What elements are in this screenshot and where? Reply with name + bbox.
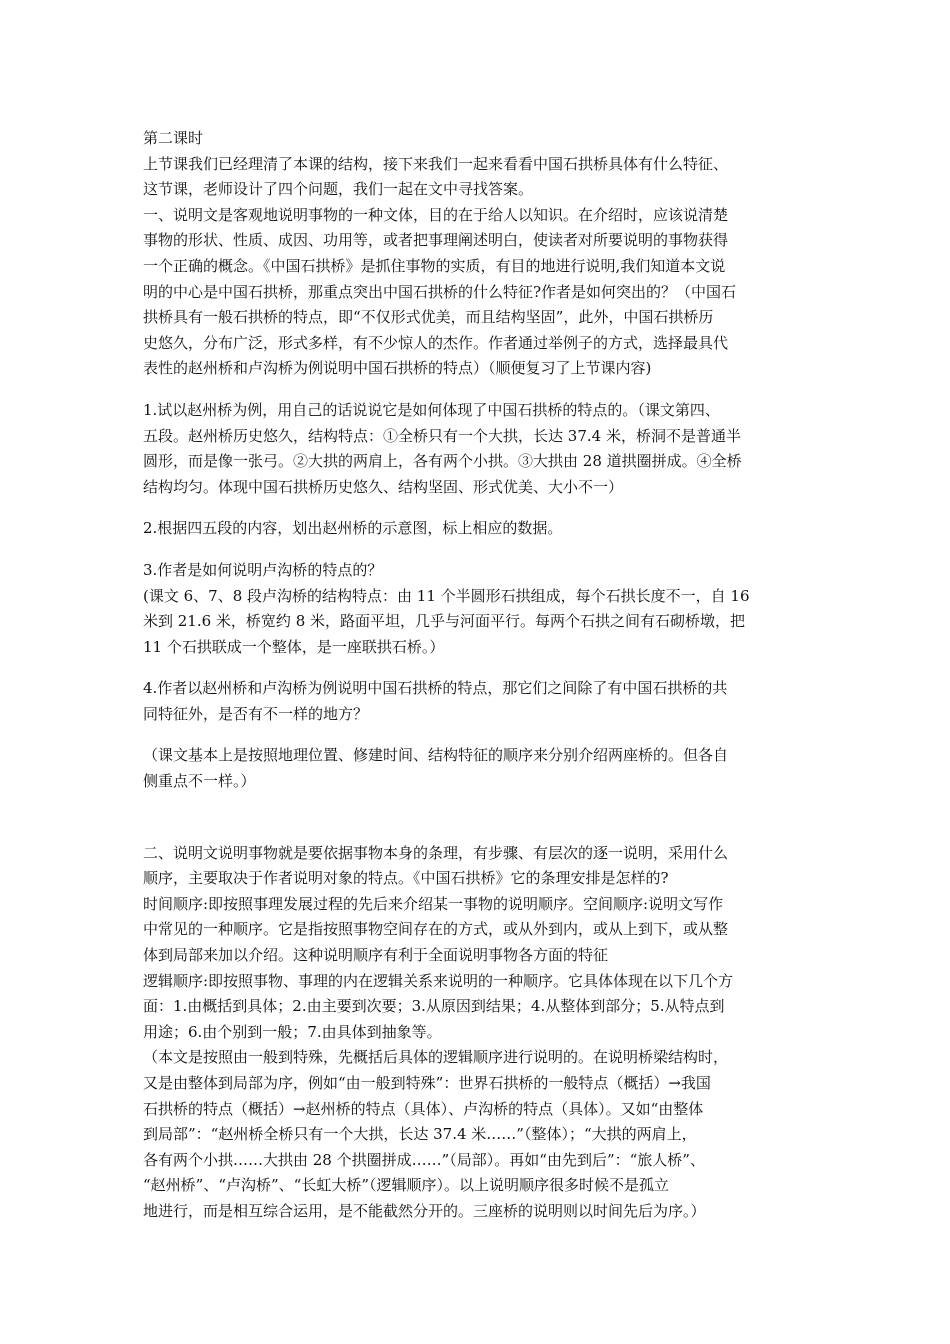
question-one (143, 398, 815, 500)
lesson-title-text: 第二课时 (143, 129, 204, 147)
paragraph-spacer (143, 542, 815, 558)
text-line: 事物的形状、性质、成因、功用等，或者把事理阐述明白，使读者对所要说明的事物获得 (143, 231, 729, 250)
paragraph-spacer (143, 727, 815, 743)
text-line: 米到 21.6 米，桥宽约 8 米，路面平坦，几乎与河面平行。每两个石拱之间有石砌桥墩，把 (143, 612, 746, 631)
text-line: 明的中心是中国石拱桥，那重点突出中国石拱桥的什么特征?作者是如何突出的？（中国石 (143, 282, 737, 301)
text-line: 上节课我们已经理清了本课的结构，接下来我们一起来看看中国石拱桥具体有什么特征、 (143, 154, 729, 173)
text-line: 2.根据四五段的内容，划出赵州桥的示意图，标上相应的数据。 (143, 519, 563, 538)
text-line: “赵州桥”、“卢沟桥”、“长虹大桥”（逻辑顺序）。以上说明顺序很多时候不是孤立 (143, 1176, 670, 1195)
text-line: 体到局部来加以介绍。这种说明顺序有利于全面说明事物各方面的特征 (143, 946, 609, 965)
section-one-paragraph (143, 203, 815, 382)
text-line: 时间顺序:即按照事理发展过程的先后来介绍某一事物的说明顺序。空间顺序:说明文写作 (143, 894, 724, 913)
document-page (143, 126, 815, 1225)
question-four-answer (143, 743, 815, 794)
text-line: 一个正确的概念。《中国石拱桥》是抓住事物的实质，有目的地进行说明,我们知道本文说 (143, 256, 726, 275)
question-three (143, 558, 815, 660)
text-line: 地进行，而是相互综合运用，是不能截然分开的。三座桥的说明则以时间先后为序。） (143, 1201, 706, 1220)
paragraph-spacer (143, 660, 815, 676)
text-line: 各有两个小拱……大拱由 28 个拱圈拼成……”（局部）。再如“由先到后”：“旅人桥”、 (143, 1150, 705, 1169)
section-two-paragraph (143, 841, 815, 1225)
text-line: （课文基本上是按照地理位置、修建时间、结构特征的顺序来分别介绍两座桥的。但各自 (143, 746, 729, 765)
text-line: 11 个石拱联成一个整体，是一座联拱石桥。） (143, 637, 445, 656)
text-line: 逻辑顺序:即按照事物、事理的内在逻辑关系来说明的一种顺序。它具体体现在以下几个方 (143, 971, 734, 990)
text-line: 二、说明文说明事物就是要依据事物本身的条理，有步骤、有层次的逐一说明，采用什么 (143, 843, 729, 862)
section-spacer (143, 795, 815, 841)
text-line: 一、说明文是客观地说明事物的一种文体，目的在于给人以知识。在介绍时，应该说清楚 (143, 205, 729, 224)
question-four (143, 676, 815, 727)
text-line: 4.作者以赵州桥和卢沟桥为例说明中国石拱桥的特点，那它们之间除了有中国石拱桥的共 (143, 679, 728, 698)
text-line: 面：1.由概括到具体；2.由主要到次要；3.从原因到结果；4.从整体到部分；5.从特点到 (143, 997, 725, 1016)
text-line: 1.试以赵州桥为例，用自己的话说说它是如何体现了中国石拱桥的特点的。（课文第四、 (143, 400, 720, 419)
text-line: 顺序，主要取决于作者说明对象的特点。《中国石拱桥》它的条理安排是怎样的? (143, 869, 669, 888)
text-line: 侧重点不一样。） (143, 772, 256, 791)
paragraph-spacer (143, 382, 815, 398)
text-line: 用途；6.由个别到一般；7.由具体到抽象等。 (143, 1022, 442, 1041)
text-line: (课文 6、7、8 段卢沟桥的结构特点：由 11 个半圆形石拱组成，每个石拱长度不一，自 16 (143, 586, 750, 605)
text-line: 到局部”：“赵州桥全桥只有一个大拱，长达 37.4 米……”（整体）；“大拱的两肩上， (143, 1125, 697, 1144)
text-line: 同特征外，是否有不一样的地方？ (143, 704, 369, 723)
intro-paragraph (143, 152, 815, 203)
question-two (143, 516, 815, 542)
lesson-title (143, 126, 815, 152)
text-line: （本文是按照由一般到特殊，先概括后具体的逻辑顺序进行说明的。在说明桥梁结构时， (143, 1048, 729, 1067)
text-line: 这节课，老师设计了四个问题，我们一起在文中寻找答案。 (143, 180, 534, 199)
text-line: 五段。赵州桥历史悠久，结构特点：①全桥只有一个大拱，长达 37.4 米，桥洞不是普通半 (143, 426, 741, 445)
text-line: 结构均匀。体现中国石拱桥历史悠久、结构坚固、形式优美、大小不一） (143, 477, 624, 496)
text-line: 又是由整体到局部为序，例如“由一般到特殊”：世界石拱桥的一般特点（概括）→我国 (143, 1074, 711, 1092)
text-line: 圆形，而是像一张弓。②大拱的两肩上，各有两个小拱。③大拱由 28 道拱圈拼成。④全桥 (143, 452, 742, 471)
text-line: 拱桥具有一般石拱桥的特点，即“不仅形式优美，而且结构坚固”，此外，中国石拱桥历 (143, 308, 714, 327)
paragraph-spacer (143, 500, 815, 516)
text-line: 史悠久，分布广泛，形式多样，有不少惊人的杰作。作者通过举例子的方式，选择最具代 (143, 333, 729, 352)
text-line: 石拱桥的特点（概括）→赵州桥的特点（具体）、卢沟桥的特点（具体）。又如“由整体 (143, 1099, 704, 1118)
text-line: 中常见的一种顺序。它是指按照事物空间存在的方式，或从外到内，或从上到下，或从整 (143, 920, 729, 939)
text-line: 3.作者是如何说明卢沟桥的特点的？ (143, 560, 383, 579)
text-line: 表性的赵州桥和卢沟桥为例说明中国石拱桥的特点）（顺便复习了上节课内容) (143, 359, 652, 378)
